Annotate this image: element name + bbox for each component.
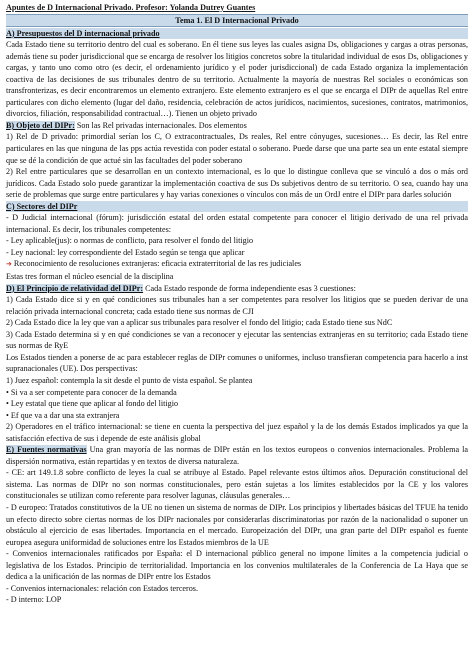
paragraph-relatividad: D) El Principio de relatividad del DIPr: Cada Estado responde de forma independiente esas 3 cuestiones: — [6, 283, 356, 293]
section-heading-d: D) El Principio de relatividad del DIPr: — [6, 283, 144, 293]
document-body — [6, 28, 468, 606]
paragraph-rye: 3) Cada Estado determina si y en qué condiciones se van a reconocer y ejecutar las sentencias extranjeras en su territorio; cada Estado tiene sus normas de RyE — [6, 329, 468, 351]
section-heading-b: B) Objeto del DIPr: — [6, 120, 75, 130]
paragraph-d-judicial: - D Judicial internacional (fórum): jurisdicción estatal del orden estatal competente para conocer el litigio derivado de una rel privada internacional. Es decir, los tribunales competentes: — [6, 213, 468, 234]
list-item-juez-espanol: 1) Juez español: contempla la sit desde el punto de vista español. Se plantea — [6, 375, 253, 385]
paragraph-operadores: 2) Operadores en el tráfico internacional: se tiene en cuenta la perspectiva del juez español y la de los demás Estados implicados ya que la satisfacción efectiva de sus i depende de este análisis global — [6, 422, 468, 443]
paragraph-cji: 1) Cada Estado dice si y en qué condiciones sus tribunales han a ser competentes para resolver los litigios que se pueden derivar de una relación privada internacional concreta; cada estado tiene sus normas de CJI — [6, 295, 468, 316]
paragraph-rel-d-privado: 1) Rel de D privado: primordial serían los C, O extracontractuales, Ds reales, Rel entre cónyuges, sucesiones… Es decir, las Rel entre particulares en las que ninguna de las pps actúa revestida con poder estatal o soberano. Puede darse que una parte sea un ente estatal siempre que se dé la condición de que actué sin las facultades del poder soberano — [6, 132, 468, 165]
section-heading-c: C) Sectores del DIPr — [6, 201, 468, 213]
section-heading-e: E) Fuentes normativas — [6, 445, 87, 455]
list-item-ley-aplicable: - Ley aplicable(jus): o normas de conflicto, para resolver el fondo del litigio — [6, 236, 254, 246]
paragraph-d-interno: - D interno: LOP — [6, 595, 62, 605]
paragraph-fuentes: E) Fuentes normativas Una gran mayoría de las normas de DIPr están en los textos europeos o convenios internacionales. Problema la dispersión normativa, están repartidas y en textos de diversa naturaleza. — [6, 445, 468, 466]
paragraph-presupuestos: Cada Estado tiene su territorio dentro del cual es soberano. En él tiene sus leyes las cuales asigna Ds, obligaciones y cargas a otras personas, además tiene su poder jurisdiccional que se encarga de resolver los litigios concretos sobre la titularidad individual de esos Ds, obligaciones y cargas, y tanto uno como otro (es decir, el ordenamiento jurídico y el poder jurisdiccional) de cada Estado organiza la implementación coactiva de las decisiones de sus tribunales dentro de su territorio. Actualmente la mayoría de nuestras Rel sociales o económicas son transfronterizas, es decir encontraremos un elemento extranjero. Este elemento extranjero es el que se encarga el DIPr de aquellas Rel entre particulares con dicho elemento (lugar del daño, residencia, celebración de actos jurídicos, nacimientos, sucesiones, contratos, matrimonios, divorcios, filiación, responsabilidad contractual…). Tienen un objeto privado — [6, 40, 468, 119]
bullet-ley-estatal: • Ley estatal que tiene que aplicar al fondo del litigio — [6, 399, 179, 409]
arrow-icon: ➜ — [6, 260, 12, 269]
paragraph-d-europeo: - D europeo: Tratados constitutivos de la UE no tienen un sistema de normas de DIPr. Los principios y libertades básicas del TFUE ha tenido un efecto directo sobre ciertas normas de los DIPr nacionales por considerarlas discriminatorias por razón de la nacionalidad o suponer un obstáculo al ejercicio de esas libertades. Importancia en el mercado. Europeización del DIPr, una gran parte del DIPr español es fuente europea asegura uniformidad de soluciones entre los Estados miembros de la UE — [6, 502, 468, 547]
section-heading-a: A) Presupuestos del D internacional privado — [6, 28, 468, 40]
document-title: Apuntes de D Internacional Privado. Profesor: Yolanda Dutrey Guantes — [6, 3, 256, 12]
bullet-competente: • Si va a ser competente para conocer de la demanda — [6, 387, 177, 397]
bullet-sta-extranjera: • Ef que va a dar una sta extranjera — [6, 410, 120, 420]
paragraph-rel-internacional: 2) Rel entre particulares que se desarrollan en un contexto internacional, es lo que lo distingue conlleva que se vinculó a dos o más ord jurídicos. Cada Estado solo puede garantizar la implementación coactiva de sus Ds subjetivos dentro de su territorio. O sea, cuando hay una serie de problemas que surge entre particulares y hay varias conexiones o vínculos con más de un OrdJ entre el DIPr para darles solución — [6, 167, 468, 200]
paragraph-convenios-ratificados: - Convenios internacionales ratificados por España: el D internacional público general no impone límites a la competencia judicial o legislativa de los Estados. Principio de territorialidad. Importancia en los convenios multilaterales de la Conferencia de La Haya que se dedica a la unificación de las normas de DIPr entre los Estados — [6, 549, 468, 582]
list-item-reconocimiento: ➜ Reconocimiento de resoluciones extranjeras: eficacia extraterritorial de las res judiciales — [6, 259, 302, 269]
paragraph-estados: Los Estados tienden a ponerse de ac para establecer reglas de DIPr comunes o uniformes, incluso transfieran competencia para hacerlo a inst supranacionales (UE). Dos perspectivas: — [6, 352, 468, 374]
paragraph-objeto: B) Objeto del DIPr: Son las Rel privadas internacionales. Dos elementos — [6, 120, 247, 130]
paragraph-ce: - CE: art 149.1.8 sobre conflicto de leyes la cual se atribuye al Estado. Papel relevante estos últimos años. Depuración constitucional del sistema. Las normas de DIPr no son normas constitucionales, pero están sujetas a los límites establecidos por la CE y los valores constitucionales se utilizan como referente para resolver lagunas, cláusulas generales… — [6, 468, 468, 501]
paragraph-ndc: 2) Cada Estado dice la ley que van a aplicar sus tribunales para resolver el fondo del litigio; cada Estado tiene sus NdC — [6, 318, 393, 328]
paragraph-convenios-terceros: - Convenios internacionales: relación con Estados terceros. — [6, 583, 199, 593]
topic-title-band: Tema 1. El D Internacional Privado — [6, 14, 468, 27]
paragraph-nucleo: Estas tres forman el núcleo esencial de la disciplina — [6, 272, 174, 282]
list-item-ley-nacional: - Ley nacional: ley correspondiente del Estado según se tenga que aplicar — [6, 247, 245, 257]
